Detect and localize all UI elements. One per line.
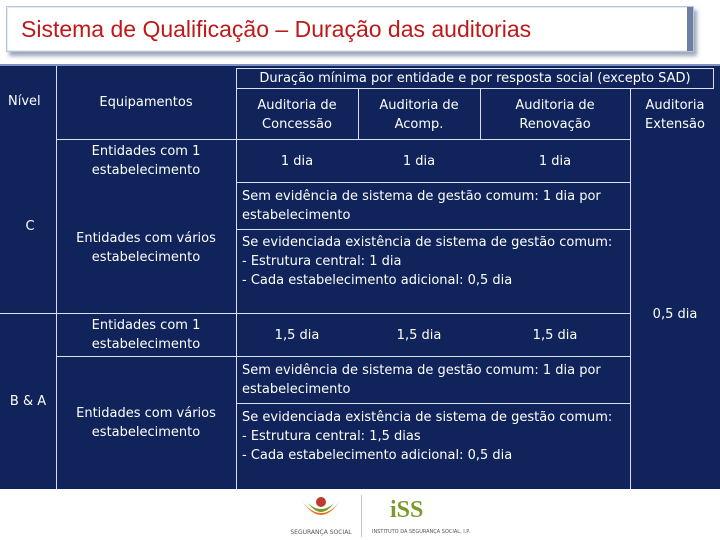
footer: [0, 489, 720, 540]
c-multi-label: Entidades com vários estabelecimento: [76, 230, 216, 265]
seguranca-social-emblem-icon: [296, 495, 346, 529]
c-single-concessao: 1 dia: [280, 153, 314, 169]
page-title: Sistema de Qualificação – Duração das auditorias: [21, 16, 532, 42]
c-single-label: Entidades com 1 estabelecimento: [91, 144, 201, 178]
c-single-renovacao: 1 dia: [538, 153, 572, 169]
c-multi-system: [242, 233, 626, 313]
level-c: C: [25, 218, 35, 234]
column-header-equipamentos: Equipamentos: [99, 94, 193, 110]
ba-single-concessao: 1,5 dia: [274, 327, 320, 343]
duration-header: Duração mínima por entidade e por resposta social (excepto SAD): [236, 68, 714, 89]
ba-single-label: Entidades com 1 estabelecimento: [91, 318, 201, 352]
extensao-value: 0,5 dia: [652, 306, 698, 322]
c-multi-system-line: Se evidenciada existência de sistema de gestão comum:: [242, 235, 613, 250]
seguranca-social-text: SEGURANÇA SOCIAL: [290, 529, 352, 536]
level-ba: B & A: [9, 393, 47, 409]
iss-mark: iSS: [390, 497, 424, 523]
grid-line: [236, 229, 630, 230]
column-header-renovacao: Auditoria de Renovação: [515, 98, 595, 132]
ba-single-renovacao: 1,5 dia: [532, 327, 578, 343]
c-multi-no-system: Sem evidência de sistema de gestão comum: 1 dia por estabelecimento: [242, 189, 601, 223]
ba-multi-system-line: - Cada estabelecimento adicional: 0,5 dia: [242, 448, 513, 463]
ba-multi-no-system: Sem evidência de sistema de gestão comum: 1 dia por estabelecimento: [242, 363, 601, 397]
ba-multi-system: [242, 408, 626, 488]
seguranca-social-logo: [290, 495, 352, 539]
footer-divider: [361, 495, 362, 537]
title-accent-bar: [687, 7, 693, 51]
column-header-concessao: Auditoria de Concessão: [257, 98, 337, 132]
ba-single-acomp: 1,5 dia: [396, 327, 442, 343]
title-box: [6, 6, 694, 52]
column-header-extensao: Auditoria Extensão: [645, 98, 705, 132]
grid-line: [236, 403, 630, 404]
c-multi-system-line: - Cada estabelecimento adicional: 0,5 dia: [242, 273, 513, 288]
ba-multi-system-line: - Estrutura central: 1,5 dias: [242, 429, 421, 444]
ba-multi-label: Entidades com vários estabelecimento: [76, 405, 216, 440]
iss-text: INSTITUTO DA SEGURANÇA SOCIAL, I.P.: [372, 529, 471, 535]
c-multi-system-line: - Estrutura central: 1 dia: [242, 254, 402, 269]
c-single-acomp: 1 dia: [402, 153, 436, 169]
column-header-acomp: Auditoria de Acomp.: [379, 98, 459, 132]
iss-logo: [372, 495, 471, 539]
ba-multi-system-line: Se evidenciada existência de sistema de gestão comum:: [242, 410, 613, 425]
column-header-nivel: Nível: [8, 94, 41, 109]
